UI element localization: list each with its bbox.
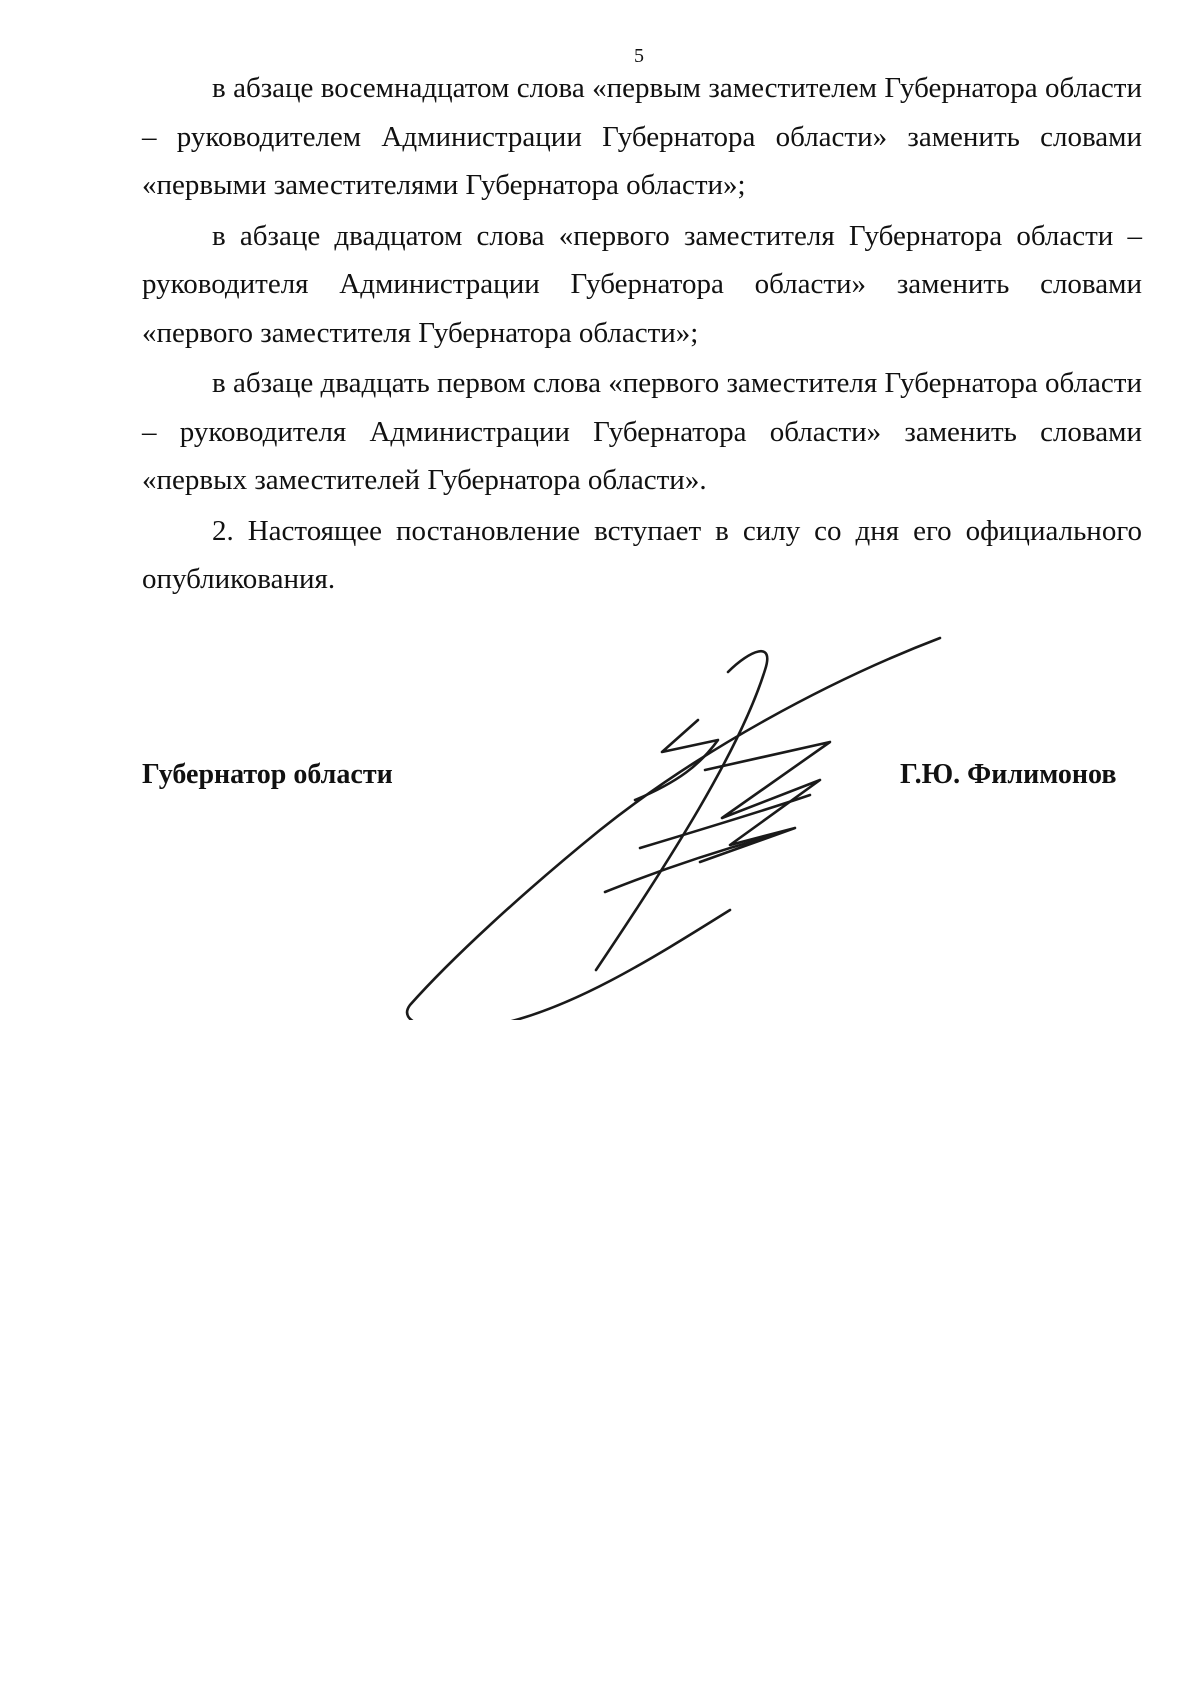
page-number: 5: [634, 45, 644, 67]
paragraph-effective-date: 2. Настоящее постановление вступает в силу со дня его официального опубликования.: [142, 514, 1142, 595]
signatory-title: Губернатор области: [142, 759, 393, 790]
document-body: [142, 64, 1142, 606]
handwritten-signature-icon: [400, 630, 960, 1020]
paragraph-20: в абзаце двадцатом слова «первого заместителя Губернатора области – руководителя Администрации Губернатора области» заменить словами «первого заместителя Губернатора области»;: [142, 219, 1142, 349]
signatory-name: Г.Ю. Филимонов: [900, 759, 1117, 790]
paragraph-21: в абзаце двадцать первом слова «первого заместителя Губернатора области – руководителя Администрации Губернатора области» заменить словами «первых заместителей Губернатора области».: [142, 367, 1142, 496]
paragraph-18: в абзаце восемнадцатом слова «первым заместителем Губернатора области – руководителем Администрации Губернатора области» заменить словами «первыми заместителями Губернатора области»;: [142, 72, 1142, 201]
